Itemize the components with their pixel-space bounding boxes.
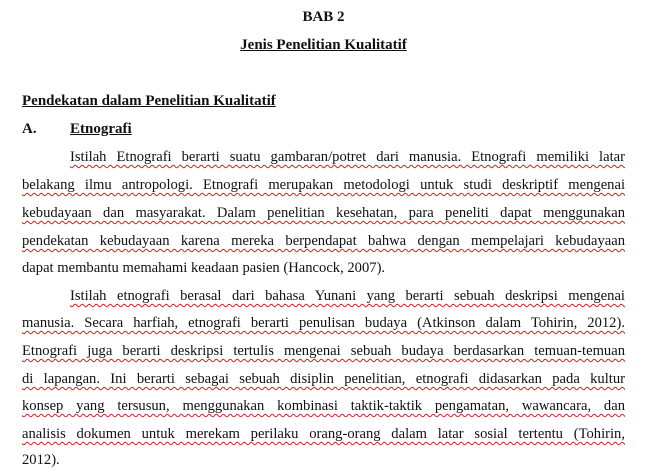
paragraph-line: kebudayaan dan masyarakat. Dalam penelitian kesehatan, para peneliti dapat menggunakan (22, 205, 625, 221)
paragraph-line: di lapangan. Ini berarti sebagai sebuah disiplin penelitian, etnografi didasarkan pada kultur (22, 371, 625, 387)
paragraph-line: Istilah Etnografi berarti suatu gambaran/potret dari manusia. Etnografi memiliki latar (70, 149, 625, 165)
subsection-title: Etnografi (70, 121, 132, 137)
paragraph-line: manusia. Secara harfiah, etnografi berarti penulisan budaya (Atkinson dalam Tohirin, 2012). (22, 315, 625, 331)
paragraph-line: Istilah etnografi berasal dari bahasa Yunani yang berarti sebuah deskripsi mengenai (70, 288, 625, 304)
paragraph-line: 2012). (22, 452, 60, 468)
chapter-title: Jenis Penelitian Kualitatif (240, 37, 407, 53)
paragraph-line: pendekatan kebudayaan karena mereka berpendapat bahwa dengan mempelajari kebudayaan (22, 233, 625, 249)
section-heading: Pendekatan dalam Penelitian Kualitatif (22, 93, 276, 109)
subsection-number: A. (22, 121, 37, 137)
paragraph-line: belakang ilmu antropologi. Etnografi merupakan metodologi untuk studi deskriptif mengenai (22, 177, 625, 193)
paragraph-line: Etnografi juga berarti deskripsi tertulis mengenai sebuah budaya berdasarkan temuan-temuan (22, 343, 625, 359)
chapter-label: BAB 2 (302, 9, 345, 25)
paragraph-line: analisis dokumen untuk merekam perilaku orang-orang dalam latar sosial tertentu (Tohirin, (22, 426, 625, 442)
paragraph-line: dapat membantu memahami keadaan pasien (Hancock, 2007). (22, 260, 386, 276)
paragraph-line: konsep yang tersusun, menggunakan kombinasi taktik-taktik pengamatan, wawancara, dan (22, 398, 625, 414)
